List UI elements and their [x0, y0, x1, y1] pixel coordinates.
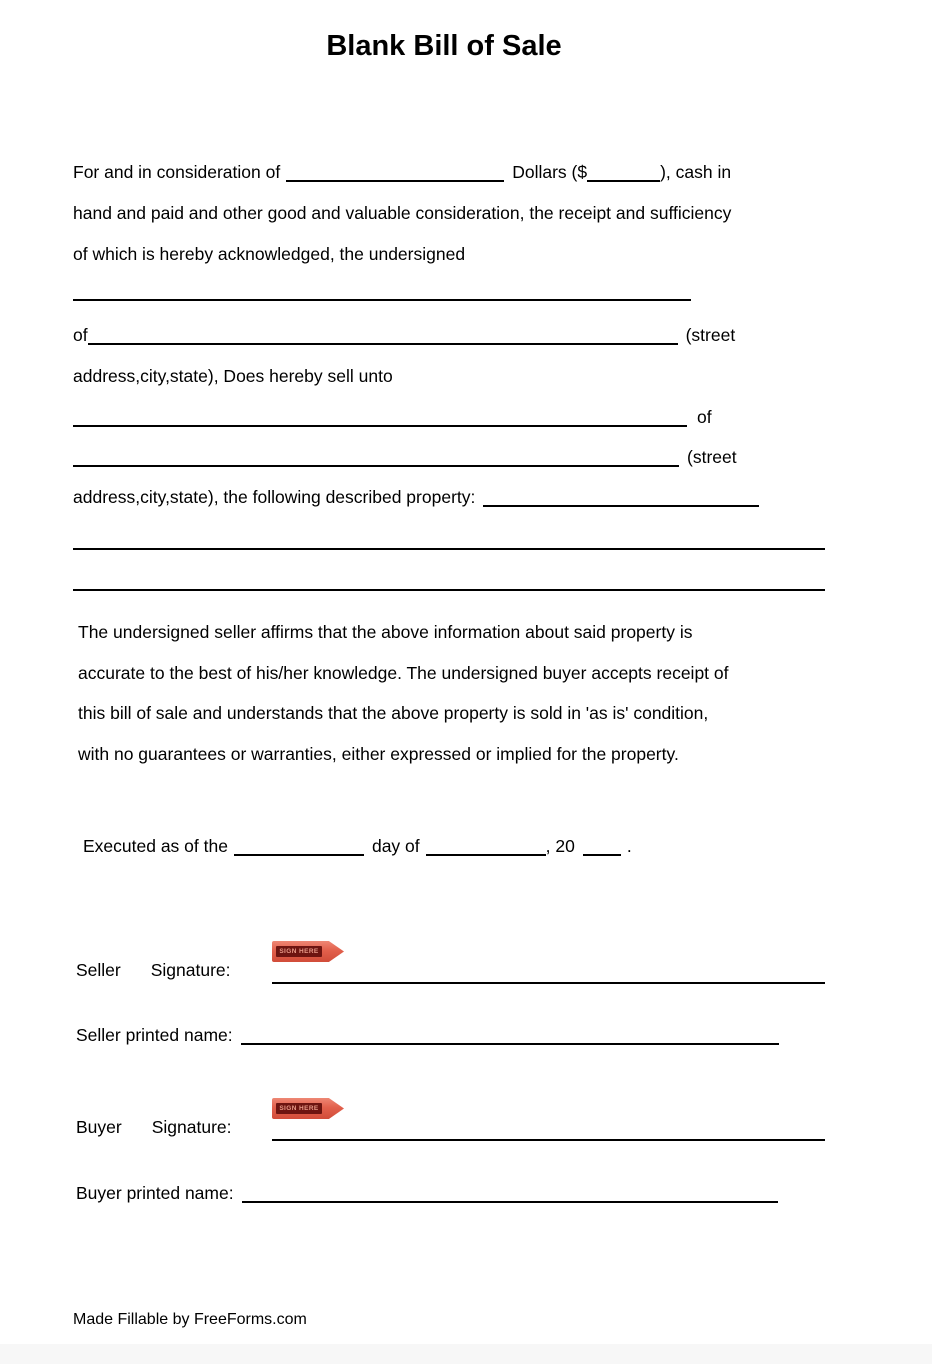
- buyer-printed-name-blank[interactable]: [242, 1183, 778, 1203]
- intro-line-1: [73, 161, 731, 183]
- buyer-word-label: Buyer: [76, 1117, 122, 1137]
- property-description-label: address,city,state), the following described property:: [73, 487, 476, 507]
- seller-word-label: Seller: [76, 960, 121, 980]
- property-description-blank-3[interactable]: [73, 589, 825, 591]
- buyer-of-label: of: [697, 407, 712, 427]
- buyer-name-blank[interactable]: [73, 407, 687, 427]
- buyer-sign-here-tag[interactable]: [272, 1098, 344, 1119]
- seller-name-blank[interactable]: [73, 299, 691, 301]
- sign-here-tag-label: SIGN HERE: [276, 1103, 322, 1114]
- page-bottom-edge: [0, 1344, 932, 1364]
- buyer-address-row: [73, 446, 737, 468]
- intro-line-1-text-a: For and in consideration of: [73, 162, 281, 182]
- affirmation-line-1: The undersigned seller affirms that the above information about said property is: [78, 622, 693, 642]
- buyer-address-blank[interactable]: [73, 447, 679, 467]
- buyer-printed-name-label: Buyer printed name:: [76, 1183, 234, 1203]
- seller-signature-label-row: [76, 959, 231, 981]
- intro-line-1-text-b: Dollars ($: [512, 162, 588, 182]
- seller-sign-here-tag[interactable]: [272, 941, 344, 962]
- execution-suffix: .: [626, 836, 632, 856]
- seller-signature-line[interactable]: [272, 982, 825, 984]
- buyer-printed-name-row: [76, 1182, 778, 1204]
- buyer-signature-label-row: [76, 1116, 232, 1138]
- execution-year-blank[interactable]: [583, 836, 621, 856]
- seller-address-blank[interactable]: [88, 325, 678, 345]
- seller-signature-word-label: Signature:: [150, 960, 231, 980]
- intro-line-2: hand and paid and other good and valuable consideration, the receipt and sufficiency: [73, 203, 732, 223]
- seller-printed-name-label: Seller printed name:: [76, 1025, 233, 1045]
- execution-date-row: [83, 835, 632, 857]
- footer-text: Made Fillable by FreeForms.com: [73, 1311, 307, 1328]
- consideration-amount-words-blank[interactable]: [286, 162, 504, 182]
- execution-month-blank[interactable]: [426, 836, 546, 856]
- page-title: Blank Bill of Sale: [326, 30, 562, 62]
- sign-here-tag-label: SIGN HERE: [276, 946, 322, 957]
- seller-printed-name-row: [76, 1024, 779, 1046]
- property-description-blank-2[interactable]: [73, 548, 825, 550]
- affirmation-line-3: this bill of sale and understands that the above property is sold in 'as is' condition,: [78, 703, 709, 723]
- intro-line-3: of which is hereby acknowledged, the undersigned: [73, 244, 466, 264]
- intro-line-1-text-c: ), cash in: [660, 162, 732, 182]
- affirmation-line-2: accurate to the best of his/her knowledge. The undersigned buyer accepts receipt of: [78, 663, 729, 683]
- buyer-signature-line[interactable]: [272, 1139, 825, 1141]
- buyer-signature-word-label: Signature:: [151, 1117, 232, 1137]
- seller-address-row: [73, 324, 735, 346]
- buyer-name-row: [73, 406, 712, 428]
- affirmation-line-4: with no guarantees or warranties, either expressed or implied for the property.: [78, 744, 679, 764]
- property-description-row: [73, 486, 759, 508]
- buyer-street-label: (street: [687, 447, 737, 467]
- seller-printed-name-blank[interactable]: [241, 1025, 779, 1045]
- execution-day-blank[interactable]: [234, 836, 364, 856]
- execution-year-prefix: , 20: [545, 836, 575, 856]
- execution-day-of-label: day of: [371, 836, 420, 856]
- property-description-blank-1[interactable]: [483, 487, 759, 507]
- execution-prefix: Executed as of the: [83, 836, 228, 856]
- dollar-amount-blank[interactable]: [587, 162, 660, 182]
- seller-address-city-state-label: address,city,state), Does hereby sell unto: [73, 366, 393, 386]
- seller-of-label: of: [73, 325, 88, 345]
- seller-street-label: (street: [685, 325, 736, 345]
